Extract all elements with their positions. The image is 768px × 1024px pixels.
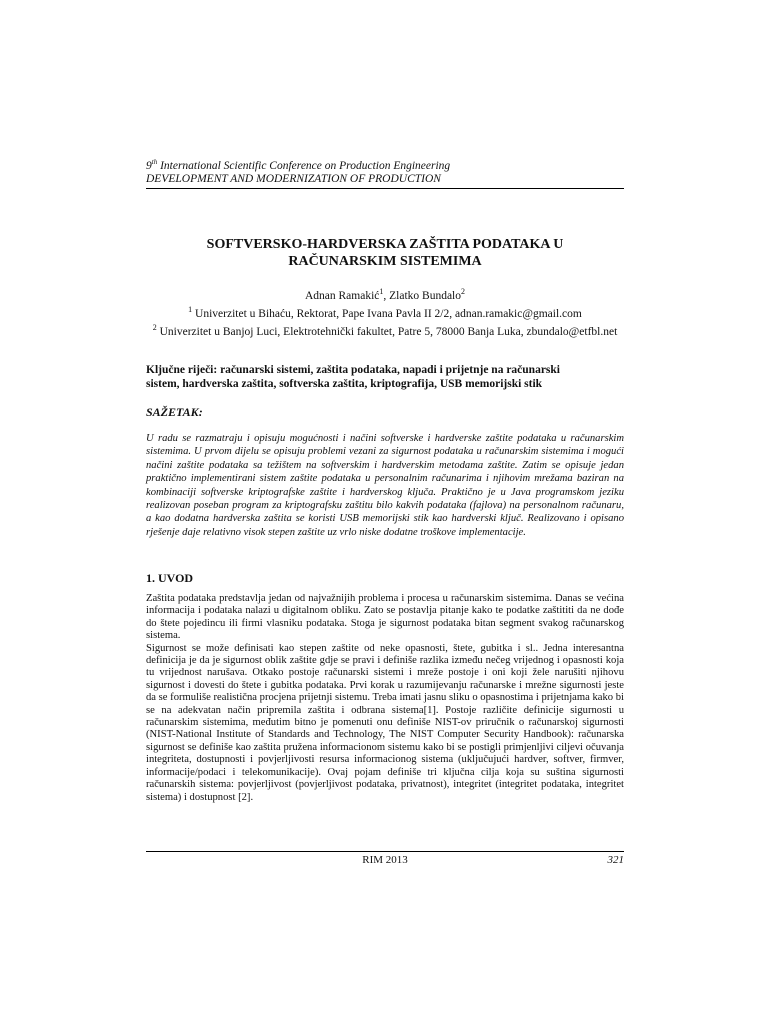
affiliation-2-text: Univerzitet u Banjoj Luci, Elektrotehnički fakultet, Patre 5, 78000 Banja Luka, zbundalo@etfbl.net xyxy=(156,325,618,338)
author-1: Adnan Ramakić xyxy=(304,289,380,302)
author-2-sup: 2 xyxy=(461,287,466,296)
title-line-1: SOFTVERSKO-HARDVERSKA ZAŠTITA PODATAKA U xyxy=(206,237,564,252)
paragraph-1: Zaštita podataka predstavlja jedan od najvažnijih problema i procesa u računarskim sistemima. Danas se većina informacija i podataka nalazi u digitalnom obliku. Zato se postavlja pitanje kako te podatke zaštititi da ne dođe do štete pojedincu ili firmi vlasniku podataka. Stoga je sigurnost podataka bitan segment svakog računarskog sistema. xyxy=(146,593,624,642)
section-heading-uvod: 1. UVOD xyxy=(146,571,194,585)
conference-subtitle: DEVELOPMENT AND MODERNIZATION OF PRODUCTION xyxy=(146,172,441,185)
abstract-heading: SAŽETAK: xyxy=(146,405,203,419)
footer-rule xyxy=(146,851,624,852)
keywords xyxy=(146,363,624,391)
affiliation-1 xyxy=(146,303,624,321)
affiliation-2-sup: 2 xyxy=(152,322,157,332)
paragraph-2: Sigurnost se može definisati kao stepen zaštite od neke opasnosti, štete, gubitka i sl.. Jedna interesantna definicija je da je sigurnost oblik zaštite gdje se pravi i definiše razlika između nečeg vrijednog i opasnosti koja tu vrijednost narušava. Otkako postoje računarski sistemi i mreže postoje i oni koji žele narušiti njihovu sigurnost i dovesti do štete i gubitka podataka. Prvi korak u razumijevanju računarske i mrežne sigurnosti jeste da se formuliše realistična procjena prijetnji sistemu. Treba imati jasnu sliku o opasnostima i prijetnjama kako bi se na adekvatan način pripremila zaštita i odbrana sistema[1]. Postoje različite definicije sigurnosti u računarskim sistemima, međutim bitno je pomenuti onu definiše NIST-ov priručnik o računarskoj sigurnosti (NIST-National Institute of Standards and Technology, The NIST Computer Security Handbook): računarska sigurnost se definiše kao zaštita pružena informacionom sistemu kako bi se postigli primjenljivi ciljevi očuvanja integriteta, dostupnosti i povjerljivosti resursa informacionog sistema (uključujući hardver, softver, firmver, informacije/podaci i telekomunikacije). Ovaj pojam definiše tri ključna cilja koja su suština sigurnosti računarskih sistema: povjerljivost (povjerljivost podataka, privatnost), integritet (integritet podataka, integritet sistema) i dostupnost [2]. xyxy=(146,642,624,803)
authors-block xyxy=(146,285,624,338)
author-1-sup: 1 xyxy=(379,287,384,296)
author-separator: , xyxy=(383,289,390,302)
affiliation-1-sup: 1 xyxy=(188,304,193,314)
section-body xyxy=(146,593,624,804)
conference-ordinal-suffix: th xyxy=(151,158,158,166)
affiliation-1-text: Univerzitet u Bihaću, Rektorat, Pape Ivana Pavla II 2/2, adnan.ramakic@gmail.com xyxy=(192,307,582,320)
page-number: 321 xyxy=(607,854,624,866)
keywords-line-2: sistem, hardverska zaštita, softverska zaštita, kriptografija, USB memorijski stik xyxy=(146,378,543,390)
affiliation-2 xyxy=(146,321,624,339)
paper-title xyxy=(146,236,624,270)
conference-title xyxy=(146,156,624,173)
conference-name: International Scientific Conference on Production Engineering xyxy=(157,159,451,172)
conference-ordinal: 9 xyxy=(146,159,152,172)
abstract-text: U radu se razmatraju i opisuju mogućnosti i načini softverske i hardverske zaštite podataka u računarskim sistemima. U prvom dijelu se opisuju problemi vezani za sigurnost podataka u računarskim sistemima i mogući načini zaštite podataka sa težištem na softverskim i hardverskim metodama zaštite. Zatim se opisuje jedan praktično implementirani sistem zaštite podataka u personalnim računarima i njihovim mrežama baziran na kombinaciji softverske kriptografske zaštite i hardverskog ključa. Praktično je u Java programskom jeziku realizovan poseban program za kriptografsku zaštitu bilo kakvih podataka (fajlova) na personalnom računaru, a kao dodatna hardverska zaštita se koristi USB memorijski stik kao hardverski ključ. Realizovano i opisano rješenje daje relativno visok stepen zaštite uz vrlo niske dodatne troškove implementacije. xyxy=(146,433,624,538)
author-names xyxy=(146,285,624,303)
header-rule xyxy=(146,188,624,189)
conference-header xyxy=(146,156,624,189)
footer-conference: RIM 2013 xyxy=(362,854,408,866)
keywords-line-1: Ključne riječi: računarski sistemi, zaštita podataka, napadi i prijetnje na računarski xyxy=(146,364,560,376)
title-line-2: RAČUNARSKIM SISTEMIMA xyxy=(288,254,482,269)
author-2: Zlatko Bundalo xyxy=(389,289,462,302)
